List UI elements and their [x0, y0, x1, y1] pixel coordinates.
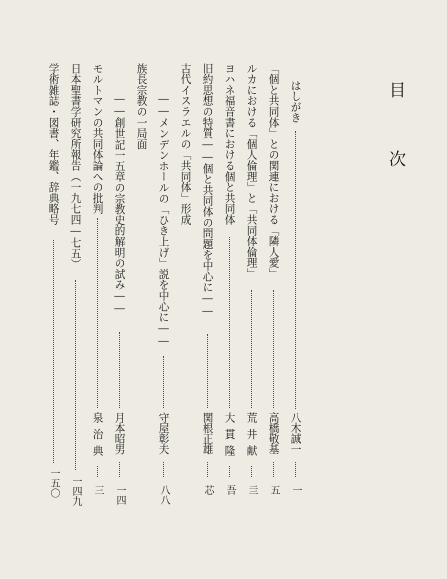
toc-entry-3-leader-2 — [251, 466, 252, 477]
toc-entry-8-author: 泉治典 — [91, 412, 104, 462]
toc-entry-7-page: 一四 — [114, 485, 125, 505]
toc-entry-6-leader-2 — [163, 462, 164, 477]
toc-entry-2-leader-2 — [273, 462, 274, 477]
toc-entry-3-leader — [251, 290, 252, 408]
toc-entry-6-leader — [163, 356, 164, 408]
toc-title-char-2: 次 — [385, 150, 405, 167]
toc-entry-10-leader — [53, 240, 54, 463]
toc-entry-10-title: 学術雑誌・図書、年鑑、辞典略号 — [47, 63, 60, 225]
toc-entry-7-title: 族長宗教の一局面 — [135, 63, 148, 150]
toc-entry-5-leader — [207, 334, 208, 408]
toc-entry-2-leader — [273, 290, 274, 408]
toc-entry-1-leader-2 — [295, 462, 296, 477]
toc-entry-1-page: 一 — [290, 485, 301, 495]
toc-entry-5-title: 旧約思想の特質――個と共同体の問題を中心に―― — [201, 63, 214, 317]
toc-entry-1-leader — [295, 131, 296, 409]
toc-entry-2-author: 高橋敬基 — [267, 412, 280, 455]
toc-entry-7-leader-2 — [119, 462, 120, 477]
toc-entry-9-title: 日本聖書学研究所報告（一九七四―七五） — [69, 63, 82, 270]
toc-entry-2-page: 五 — [268, 485, 279, 495]
toc-entry-6-author: 守屋彰夫 — [157, 412, 170, 455]
toc-entry-5-leader-2 — [207, 462, 208, 477]
toc-entry-6-page: 八八 — [158, 485, 169, 505]
toc-entry-7-subtitle: ――創世記一五章の宗教史的解明の試み―― — [113, 93, 126, 315]
toc-entry-6-subtitle: ――メンデンホールの「ひき上げ」説を中心に―― — [157, 93, 170, 347]
toc-entry-3-title: ルカにおける「個人倫理」と「共同体倫理」 — [245, 63, 258, 279]
toc-entry-8-title: モルトマンの共同体論への批判 — [91, 63, 104, 215]
toc-entry-5-author: 関根正雄 — [201, 412, 214, 455]
toc-entry-4-leader-2 — [229, 466, 230, 477]
toc-entry-8-leader — [97, 218, 98, 408]
toc-entry-1-title: はしがき — [289, 80, 302, 124]
toc-entry-2-title: 「個と共同体」との関連における「隣人愛」 — [267, 63, 280, 279]
toc-entry-8-leader-2 — [97, 466, 98, 477]
toc-entry-6-title: 古代イスラエルの「共同体」形成 — [179, 63, 192, 225]
toc-entry-4-author: 大貫隆 — [223, 412, 236, 462]
toc-entry-8-page: 三 — [92, 485, 103, 495]
toc-title-char-1: 目 — [385, 81, 405, 98]
toc-entry-7-leader — [119, 332, 120, 408]
toc-entry-1-author: 八木誠一 — [289, 412, 302, 455]
toc-entry-10-page: 一五〇 — [48, 468, 59, 498]
toc-entry-7-author: 月本昭男 — [113, 412, 126, 455]
toc-entry-4-leader — [229, 237, 230, 408]
toc-entry-9-page: 一四九 — [70, 476, 81, 506]
toc-entry-9-leader — [75, 280, 76, 470]
toc-entry-3-page: 亖 — [246, 485, 257, 495]
toc-entry-4-page: 吾 — [224, 485, 235, 495]
toc-entry-5-page: 芯 — [202, 485, 213, 495]
toc-entry-4-title: ヨハネ福音書における個と共同体 — [223, 63, 236, 225]
toc-entry-3-author: 荒井献 — [245, 412, 258, 462]
